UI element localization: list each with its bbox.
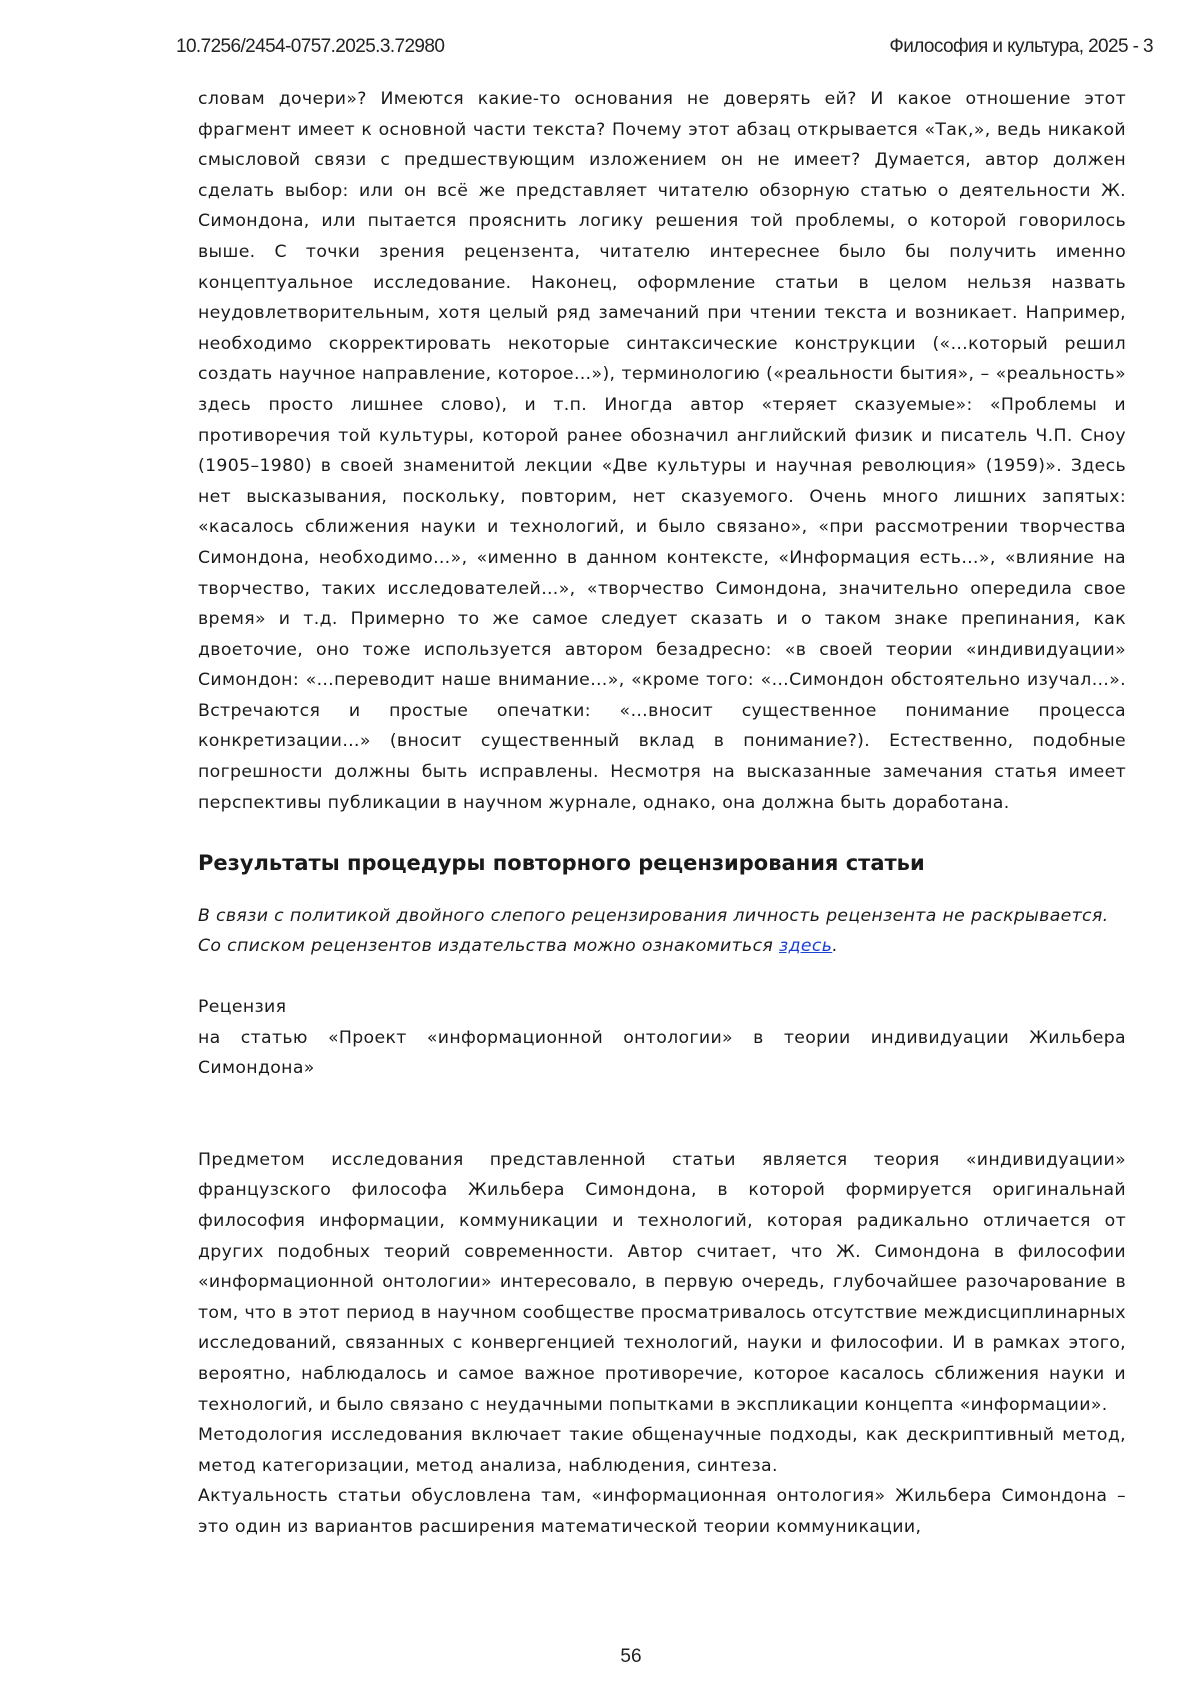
review-paragraph-continued: словам дочери»? Имеются какие-то основания не доверять ей? И какое отношение этот фрагмент имеет к основной части текста? Почему этот абзац открывается «Так,», ведь никакой смысловой связи с предшествующим изложением он не имеет? Думается, автор должен сделать выбор: или он всё же представляет читателю обзорную статью о деятельности Ж. Симондона, или пытается прояснить логику решения той проблемы, о которой говорилось выше. С точки зрения рецензента, читателю интереснее было бы получить именно концептуальное исследование. Наконец, оформление статьи в целом нельзя назвать неудовлетворительным, хотя целый ряд замечаний при чтении текста и возникает. Например, необходимо скорректировать некоторые синтаксические конструкции («…который решил создать научное направление, которое…»), терминологию («реальности бытия», – «реальность» здесь просто лишнее слово), и т.п. Иногда автор «теряет сказуемые»: «Проблемы и противоречия той культуры, которой ранее обозначил английский физик и писатель Ч.П. Сноу (1905–1980) в своей знаменитой лекции «Две культуры и научная революция» (1959)». Здесь нет высказывания, поскольку, повторим, нет сказуемого. Очень много лишних запятых: «касалось сближения науки и технологий, и было связано», «при рассмотрении творчества Симондона, необходимо…», «именно в данном контексте, «Информация есть…», «влияние на творчество, таких исследователей…», «творчество Симондона, значительно опередила свое время» и т.д. Примерно то же самое следует сказать и о таком знаке препинания, как двоеточие, оно тоже используется автором безадресно: «в своей теории «индивидуации» Симондон: «…переводит наше внимание…», «кроме того: «…Симондон обстоятельно изучал…». Встречаются и простые опечатки: «…вносит существенное понимание процесса конкретизации…» (вносит существенный вклад в понимание?). Естественно, подобные погрешности должны быть исправлены. Несмотря на высказанные замечания статья имеет перспективы публикации в научном журнале, однако, она должна быть доработана.: [198, 84, 1126, 818]
blind-review-notice: В связи с политикой двойного слепого рецензирования личность рецензента не раскрывается.: [198, 901, 1126, 932]
reviewers-list-notice: [198, 931, 1126, 962]
review-paragraph-relevance: Актуальность статьи обусловлена там, «информационная онтология» Жильбера Симондона – это один из вариантов расширения математической теории коммуникации,: [198, 1481, 1126, 1542]
page-number: 56: [0, 1646, 1200, 1668]
review-label: Рецензия: [198, 992, 1126, 1023]
journal-header: Философия и культура, 2025 - 3: [889, 36, 1153, 58]
reviewers-list-text: Со списком рецензентов издательства можно ознакомиться: [198, 936, 779, 956]
doi-header: 10.7256/2454-0757.2025.3.72980: [176, 36, 444, 58]
review-paragraph-subject: Предметом исследования представленной статьи является теория «индивидуации» французского философа Жильбера Симондона, в которой формируется оригинальнай философия информации, коммуникации и технологий, которая радикально отличается от других подобных теорий современности. Автор считает, что Ж. Симондона в философии «информационной онтологии» интересовало, в первую очередь, глубочайшее разочарование в том, что в этот период в научном сообществе просматривалось отсутствие междисциплинарных исследований, связанных с конвергенцией технологий, науки и философии. И в рамках этого, вероятно, наблюдалось и самое важное противоречие, которое касалось сближения науки и технологий, и было связано с неудачными попытками в экспликации концепта «информации».: [198, 1145, 1126, 1420]
review-paragraph-methodology: Методология исследования включает такие общенаучные подходы, как дескриптивный метод, метод категоризации, метод анализа, наблюдения, синтеза.: [198, 1420, 1126, 1481]
section-heading: Результаты процедуры повторного рецензирования статьи: [198, 848, 1126, 879]
review-subject: на статью «Проект «информационной онтологии» в теории индивидуации Жильбера Симондона»: [198, 1023, 1126, 1084]
reviewers-list-period: .: [832, 936, 838, 956]
article-body: [198, 84, 1126, 1543]
reviewers-list-link[interactable]: здесь: [779, 936, 832, 956]
